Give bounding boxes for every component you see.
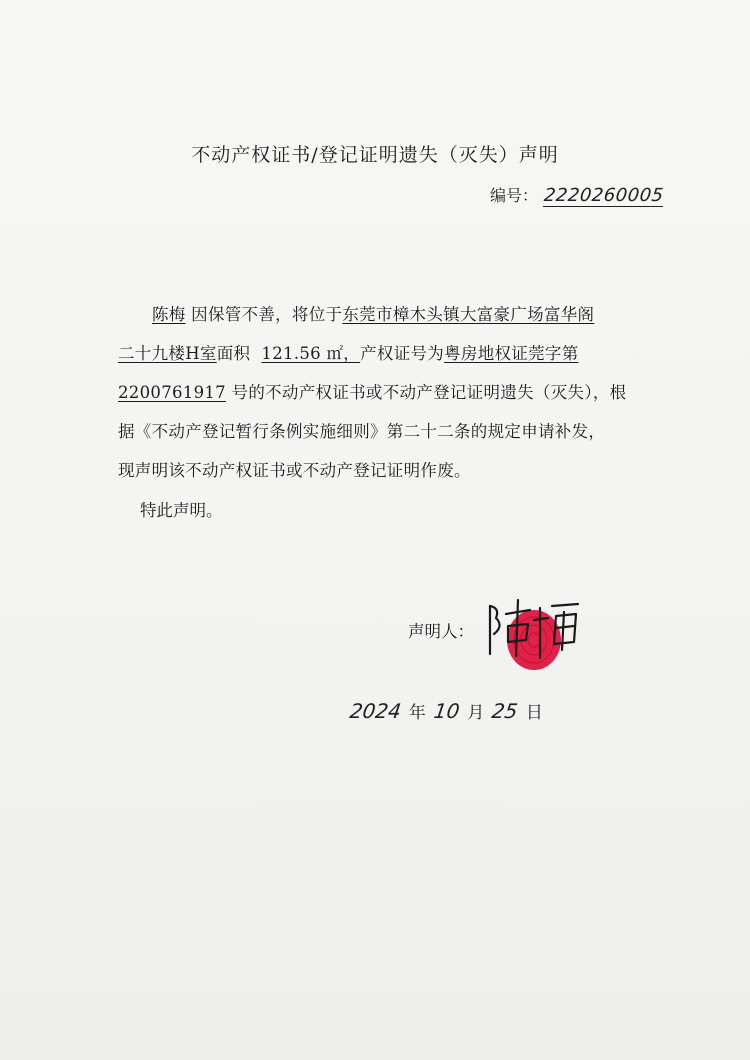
serial-label: 编号： xyxy=(490,186,539,205)
date-month: 10 xyxy=(432,699,462,723)
property-area: 121.56 ㎡， xyxy=(261,344,361,363)
body-line-4: 据《不动产登记暂行条例实施细则》第二十二条的规定申请补发， xyxy=(118,422,606,441)
body-segment-3: 号的不动产权证书或不动产登记证明遗失（灭失），根 xyxy=(231,383,627,402)
body-line-5: 现声明该不动产权证书或不动产登记证明作废。 xyxy=(118,461,471,480)
body-segment-2: 产权证号为 xyxy=(360,344,445,363)
area-label: 面积 xyxy=(216,344,251,363)
signature-with-fingerprint xyxy=(478,592,588,672)
body-line-3 xyxy=(118,373,638,412)
serial-number xyxy=(490,183,664,207)
certificate-prefix: 粤房地权证莞字第 xyxy=(444,344,579,363)
year-label: 年 xyxy=(408,703,426,723)
closing-text: 特此声明。 xyxy=(140,501,223,520)
property-address: 东莞市樟木头镇大富豪广场富华阁 xyxy=(342,305,595,324)
day-label: 日 xyxy=(525,703,543,723)
month-label: 月 xyxy=(467,703,485,723)
serial-value: 2220260005 xyxy=(542,185,665,206)
body-segment-1: 因保管不善，将位于 xyxy=(191,305,343,324)
date-year: 2024 xyxy=(348,699,403,723)
certificate-number: 2200761917 xyxy=(118,383,226,402)
body-line-1 xyxy=(118,295,638,334)
property-address-2: 二十九楼H室 xyxy=(118,344,217,363)
document-title: 不动产权证书/登记证明遗失（灭失）声明 xyxy=(191,144,559,166)
signing-date xyxy=(350,698,551,723)
owner-name: 陈梅 xyxy=(152,305,186,324)
statement-body xyxy=(118,295,638,490)
body-line-2 xyxy=(118,334,638,373)
declarant-label: 声明人： xyxy=(408,622,474,641)
date-day: 25 xyxy=(490,699,520,723)
